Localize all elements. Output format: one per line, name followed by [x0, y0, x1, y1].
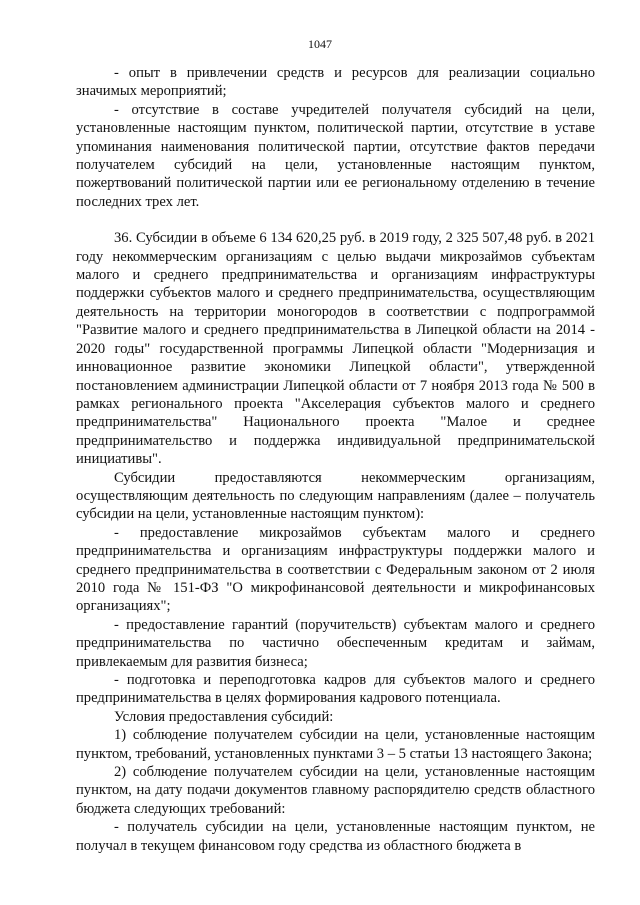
paragraph-no-political-party: - отсутствие в составе учредителей получателя субсидий на цели, установленные настоящим пунктом, политической партии, отсутствие в уставе упоминания наименования политической партии, отсутствие фактов передачи получателем субсидий на цели, установленные настоящим пунктом, пожертвований политической партии или ее региональному отделению в течение последних трех лет.: [76, 101, 595, 210]
page-number: 1047: [308, 37, 332, 51]
paragraph-microloans: - предоставление микрозаймов субъектам малого и среднего предпринимательства и организациям инфраструктуры поддержки малого и среднего предпринимательства в соответствии с Федеральным законом от 2 июля 2010 года № 151-ФЗ "О микрофинансовой деятельности и микрофинансовых организациях";: [76, 524, 595, 615]
paragraph-article-36: 36. Субсидии в объеме 6 134 620,25 руб. в 2019 году, 2 325 507,48 руб. в 2021 году некоммерческим организациям с целью выдачи микрозаймов субъектам малого и среднего предпринимательства и организациям инфраструктуры поддержки субъектов малого и среднего предпринимательства, осуществляющим деятельность на территории моногородов в соответствии с подпрограммой "Развитие малого и среднего предпринимательства в Липецкой области на 2014 - 2020 годы" государственной программы Липецкой области "Модернизация и инновационное развитие экономики Липецкой области", утвержденной постановлением администрации Липецкой области от 7 ноября 2013 года № 500 в рамках регионального проекта "Акселерация субъектов малого и среднего предпринимательства" Национального проекта "Малое и среднее предпринимательство и поддержка индивидуальной предпринимательской инициативы".: [76, 230, 595, 468]
document-body: [76, 64, 595, 855]
paragraph-conditions-heading: Условия предоставления субсидий:: [114, 708, 334, 725]
paragraph-condition-1: 1) соблюдение получателем субсидии на цели, установленные настоящим пунктом, требований, установленных пунктами 3 – 5 статьи 13 настоящего Закона;: [76, 727, 595, 762]
paragraph-guarantees: - предоставление гарантий (поручительств) субъектам малого и среднего предпринимательства по частично обеспеченным кредитам и займам, привлекаемым для развития бизнеса;: [76, 616, 595, 670]
paragraph-condition-2: 2) соблюдение получателем субсидии на цели, установленные настоящим пунктом, на дату подачи документов главному распорядителю средств областного бюджета следующих требований:: [76, 764, 595, 817]
paragraph-fundraising-experience: - опыт в привлечении средств и ресурсов для реализации социально значимых мероприятий;: [76, 65, 595, 100]
paragraph-staff-training: - подготовка и переподготовка кадров для субъектов малого и среднего предпринимательства в целях формирования кадрового потенциала.: [76, 672, 595, 707]
paragraph-subsidy-recipients: Субсидии предоставляются некоммерческим организациям, осуществляющим деятельность по следующим направлениям (далее – получатель субсидии на цели, установленные настоящим пунктом):: [76, 469, 595, 523]
paragraph-no-regional-funds: - получатель субсидии на цели, установленные настоящим пунктом, не получал в текущем финансовом году средства из областного бюджета в: [76, 819, 595, 854]
